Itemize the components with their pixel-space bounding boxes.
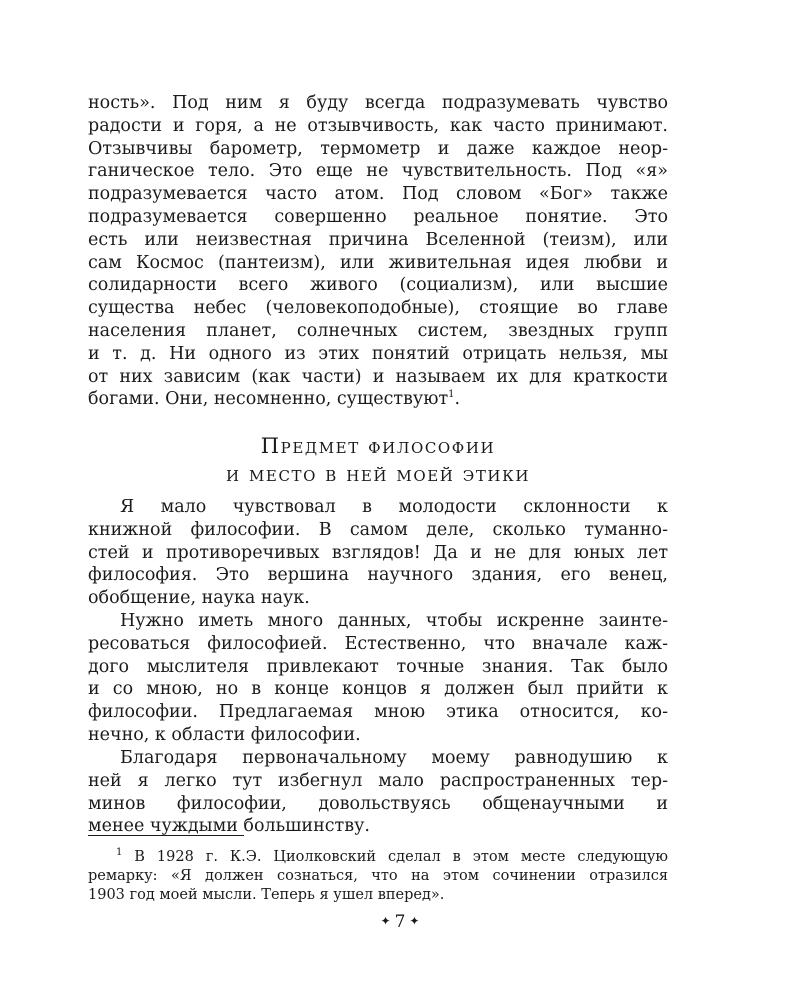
footnote-reference: 1	[448, 389, 455, 401]
text-line: менее чуждыми большинству.	[88, 816, 370, 837]
heading-line-2: и место в ней моей этики	[225, 462, 531, 486]
footnote-separator	[88, 835, 244, 836]
footnote-marker: 1	[116, 847, 123, 859]
text-line: Я мало чувствовал в молодости склонности к	[120, 497, 668, 517]
text-line: радости и горя, а не отзывчивость, как часто принимают.	[88, 115, 668, 136]
text-line: стей и противоречивых взглядов! Да и не для юных лет	[88, 542, 668, 563]
text-line: подразумевается совершенно реальное понятие. Это	[88, 206, 668, 227]
text-line: ресоваться философией. Естественно, что вначале каж-	[88, 633, 668, 654]
paragraph-1	[88, 496, 668, 610]
text-line: населения планет, солнечных систем, звездных групп	[88, 320, 668, 341]
paragraph-3	[88, 747, 668, 838]
text-line-last: богами. Они, несомненно, существуют$^1$.	[88, 389, 461, 410]
text-line: философии. Предлагаемая мною этика относится, ко-	[88, 702, 668, 723]
footnote-line-text: В 1928 г. К.Э. Циолковский сделал в этом месте следующую	[122, 849, 668, 865]
text-line: сам Космос (пантеизм), или живительная идея любви и	[88, 252, 668, 273]
footnote	[88, 848, 668, 905]
text-line: нечно, к области философии.	[88, 724, 361, 745]
text-line: и со мною, но в конце концов я должен был прийти к	[88, 679, 668, 700]
text-line: ганическое тело. Это еще не чувствительность. Под «я»	[88, 161, 668, 182]
text-line: дого мыслителя привлекают точные знания. Так было	[88, 656, 668, 677]
paragraph-2	[88, 610, 668, 747]
text-line: Благодаря первоначальному моему равнодушию к	[120, 748, 668, 768]
page-number-folio	[0, 910, 800, 935]
text-line: ность». Под ним я буду всегда подразумевать чувство	[88, 93, 668, 113]
section-heading	[88, 432, 668, 488]
text-line: от них зависим (как части) и называем их для краткости	[88, 366, 668, 387]
footnote-line	[88, 848, 668, 867]
footnote-line: ремарку: «Я должен сознаться, что на этом сочинении отразился	[88, 868, 668, 884]
ornament-right-icon: ✦	[409, 913, 420, 928]
text-line: подразумевается часто атом. Под словом «Бог» также	[88, 184, 668, 205]
paragraph-continued	[88, 92, 668, 411]
text-line-last-content: богами. Они, несомненно, существуют	[88, 389, 449, 410]
heading-line-1: Предмет философии	[260, 434, 496, 458]
text-line: минов философии, довольствуясь общенаучными и	[88, 793, 668, 814]
page-number: 7	[394, 912, 406, 932]
text-line: есть или неизвестная причина Вселенной (теизм), или	[88, 229, 668, 250]
text-line: солидарности всего живого (социализм), или высшие	[88, 275, 668, 296]
text-line: ней я легко тут избегнул мало распространенных тер-	[88, 770, 668, 791]
text-line: философия. Это вершина научного здания, его венец,	[88, 565, 668, 586]
footnote-line: 1903 год моей мысли. Теперь я ушел вперед».	[88, 887, 445, 903]
text-line: Отзывчивы барометр, термометр и даже каждое неор-	[88, 138, 668, 159]
text-line: обобщение, наука наук.	[88, 588, 310, 609]
text-line: Нужно иметь много данных, чтобы искренне заинте-	[120, 611, 668, 631]
text-line: и т. д. Ни одного из этих понятий отрицать нельзя, мы	[88, 343, 668, 364]
text-line: книжной философии. В самом деле, сколько туманно-	[88, 519, 668, 540]
ornament-left-icon: ✦	[380, 913, 391, 928]
text-line: существа небес (человекоподобные), стоящие во главе	[88, 298, 668, 319]
